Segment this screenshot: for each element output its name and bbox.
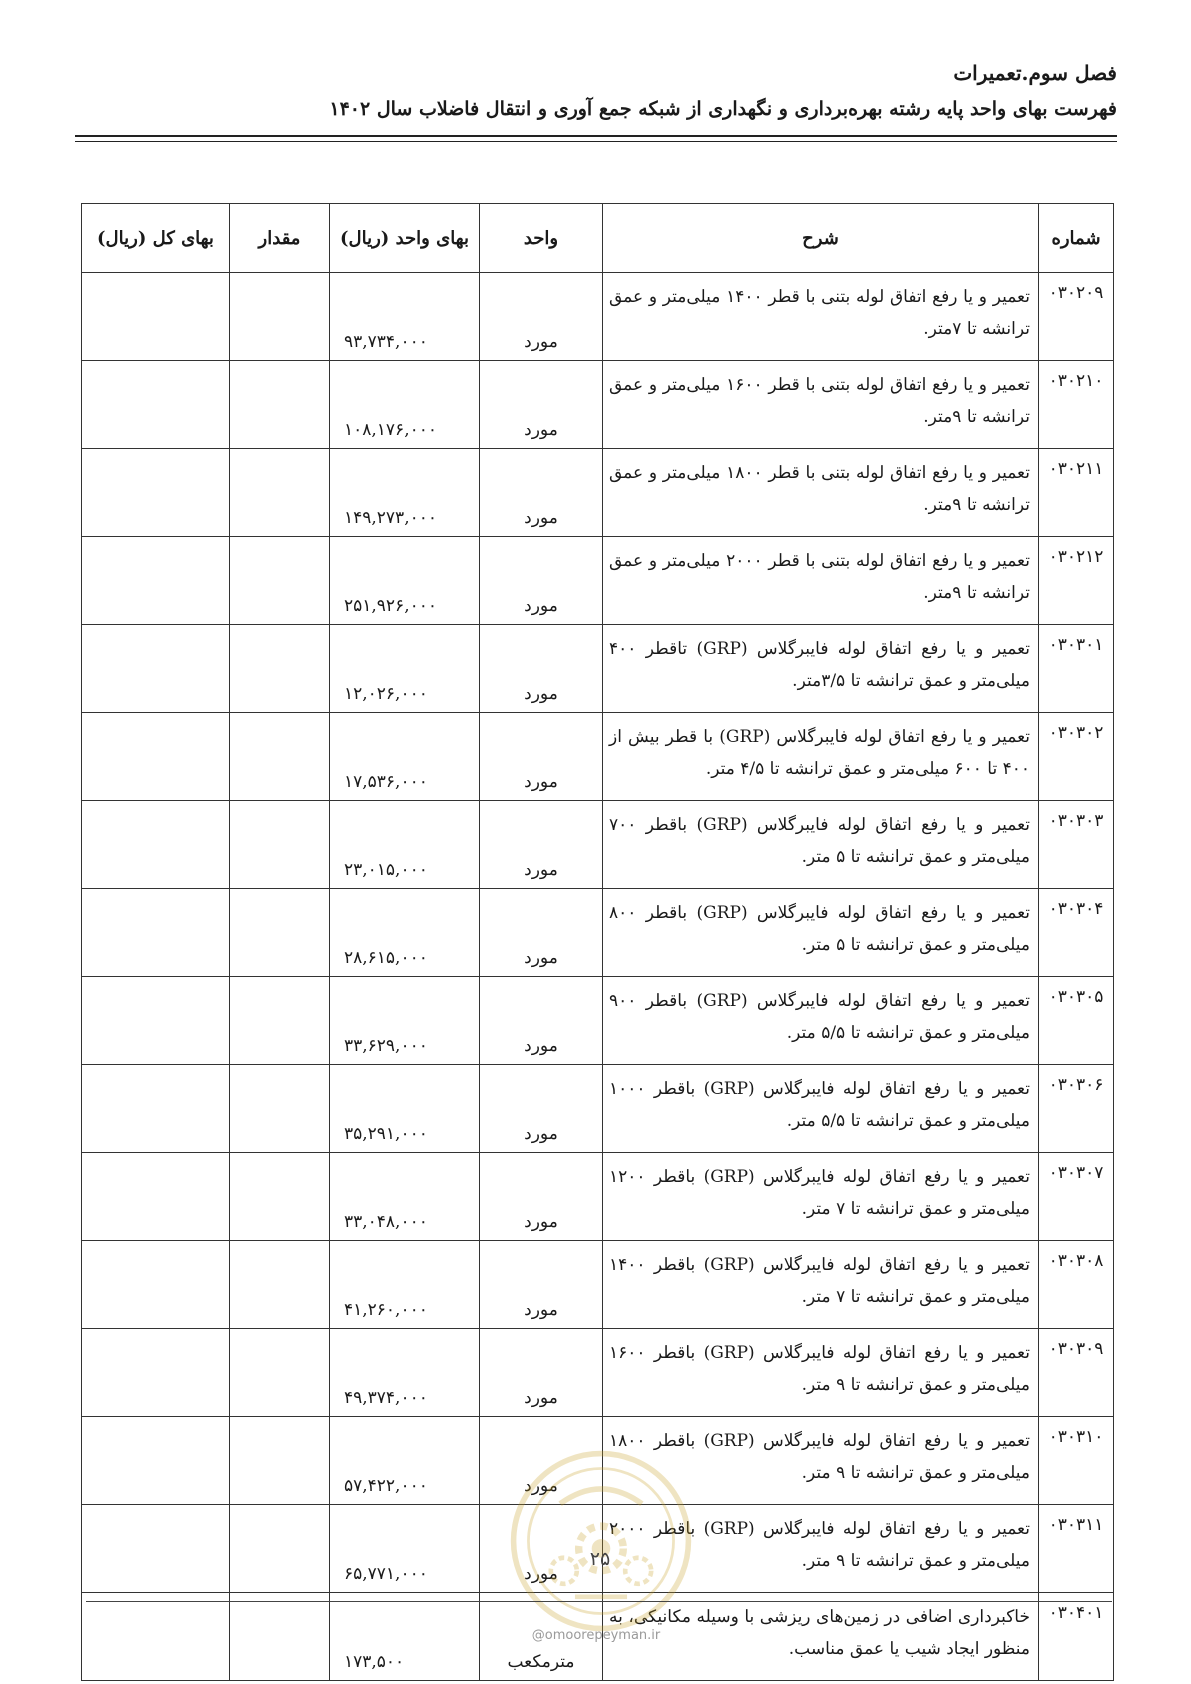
row-total-price bbox=[82, 1153, 230, 1241]
column-header-total-price: بهای کل (ریال) bbox=[82, 204, 230, 273]
row-total-price bbox=[82, 625, 230, 713]
row-description: تعمیر و یا رفع اتفاق لوله فایبرگلاس (GRP) باقطر ۱۰۰۰ میلی‌متر و عمق ترانشه تا ۵/۵ متر. bbox=[603, 1065, 1039, 1153]
row-unit: مورد bbox=[480, 713, 603, 801]
column-header-quantity: مقدار bbox=[230, 204, 330, 273]
row-unit: مورد bbox=[480, 1329, 603, 1417]
row-unit-price: ۶۵,۷۷۱,۰۰۰ bbox=[330, 1505, 480, 1593]
row-quantity bbox=[230, 977, 330, 1065]
row-total-price bbox=[82, 977, 230, 1065]
row-total-price bbox=[82, 1505, 230, 1593]
row-unit-price: ۲۸,۶۱۵,۰۰۰ bbox=[330, 889, 480, 977]
column-header-description: شرح bbox=[603, 204, 1039, 273]
row-total-price bbox=[82, 449, 230, 537]
row-total-price bbox=[82, 801, 230, 889]
row-quantity bbox=[230, 1329, 330, 1417]
page-header bbox=[75, 58, 1117, 124]
table-row bbox=[82, 1153, 1114, 1241]
row-unit-price: ۱۲,۰۲۶,۰۰۰ bbox=[330, 625, 480, 713]
row-description: خاکبرداری اضافی در زمین‌های ریزشی با وسیله مکانیکی، به منظور ایجاد شیب یا عمق مناسب. bbox=[603, 1593, 1039, 1681]
chapter-title: فصل سوم.تعمیرات bbox=[953, 61, 1117, 85]
row-total-price bbox=[82, 713, 230, 801]
row-unit: مورد bbox=[480, 1153, 603, 1241]
row-quantity bbox=[230, 1065, 330, 1153]
column-header-unit: واحد bbox=[480, 204, 603, 273]
row-unit-price: ۴۱,۲۶۰,۰۰۰ bbox=[330, 1241, 480, 1329]
row-description: تعمیر و یا رفع اتفاق لوله بتنی با قطر ۲۰۰۰ میلی‌متر و عمق ترانشه تا ۹متر. bbox=[603, 537, 1039, 625]
table-row bbox=[82, 273, 1114, 361]
table-row bbox=[82, 449, 1114, 537]
document-subtitle: فهرست بهای واحد پایه رشته بهره‌برداری و نگهداری از شبکه جمع آوری و انتقال فاضلاب سال ۱۴۰۲ bbox=[329, 98, 1117, 120]
row-quantity bbox=[230, 625, 330, 713]
row-unit: مورد bbox=[480, 977, 603, 1065]
row-unit-price: ۴۹,۳۷۴,۰۰۰ bbox=[330, 1329, 480, 1417]
row-quantity bbox=[230, 801, 330, 889]
table-row bbox=[82, 361, 1114, 449]
row-total-price bbox=[82, 1065, 230, 1153]
row-quantity bbox=[230, 889, 330, 977]
column-header-unit-price: بهای واحد (ریال) bbox=[330, 204, 480, 273]
row-unit: مورد bbox=[480, 801, 603, 889]
row-unit-price: ۳۳,۶۲۹,۰۰۰ bbox=[330, 977, 480, 1065]
row-number: ۰۳۰۳۰۴ bbox=[1039, 889, 1114, 977]
row-description: تعمیر و یا رفع اتفاق لوله بتنی با قطر ۱۴۰۰ میلی‌متر و عمق ترانشه تا ۷متر. bbox=[603, 273, 1039, 361]
row-number: ۰۳۰۲۱۲ bbox=[1039, 537, 1114, 625]
row-description: تعمیر و یا رفع اتفاق لوله فایبرگلاس (GRP) باقطر ۷۰۰ میلی‌متر و عمق ترانشه تا ۵ متر. bbox=[603, 801, 1039, 889]
row-total-price bbox=[82, 537, 230, 625]
row-quantity bbox=[230, 449, 330, 537]
footer-rule bbox=[86, 1601, 1112, 1602]
seal-logo-icon bbox=[508, 1448, 694, 1634]
row-number: ۰۳۰۳۱۱ bbox=[1039, 1505, 1114, 1593]
row-number: ۰۳۰۲۱۰ bbox=[1039, 361, 1114, 449]
row-unit: مورد bbox=[480, 1065, 603, 1153]
row-description: تعمیر و یا رفع اتفاق لوله فایبرگلاس (GRP) باقطر ۱۶۰۰ میلی‌متر و عمق ترانشه تا ۹ متر. bbox=[603, 1329, 1039, 1417]
row-unit-price: ۲۵۱,۹۲۶,۰۰۰ bbox=[330, 537, 480, 625]
row-quantity bbox=[230, 1241, 330, 1329]
table-row bbox=[82, 537, 1114, 625]
row-total-price bbox=[82, 889, 230, 977]
row-number: ۰۳۰۳۰۶ bbox=[1039, 1065, 1114, 1153]
row-unit: مورد bbox=[480, 1241, 603, 1329]
row-unit: مورد bbox=[480, 625, 603, 713]
row-total-price bbox=[82, 1241, 230, 1329]
row-number: ۰۳۰۳۰۷ bbox=[1039, 1153, 1114, 1241]
row-unit: مورد bbox=[480, 889, 603, 977]
row-description: تعمیر و یا رفع اتفاق لوله فایبرگلاس (GRP) باقطر ۱۸۰۰ میلی‌متر و عمق ترانشه تا ۹ متر. bbox=[603, 1417, 1039, 1505]
header-rule-thick bbox=[75, 135, 1117, 137]
row-number: ۰۳۰۳۰۲ bbox=[1039, 713, 1114, 801]
row-total-price bbox=[82, 273, 230, 361]
table-row bbox=[82, 1241, 1114, 1329]
row-unit-price: ۱۷,۵۳۶,۰۰۰ bbox=[330, 713, 480, 801]
row-quantity bbox=[230, 1417, 330, 1505]
header-rule-thin bbox=[75, 141, 1117, 142]
row-unit: مورد bbox=[480, 273, 603, 361]
row-quantity bbox=[230, 713, 330, 801]
row-unit: مورد bbox=[480, 537, 603, 625]
footer-url: @omoorepeyman.ir bbox=[531, 1628, 661, 1643]
row-unit-price: ۹۳,۷۳۴,۰۰۰ bbox=[330, 273, 480, 361]
table-row bbox=[82, 977, 1114, 1065]
row-quantity bbox=[230, 1153, 330, 1241]
row-unit-price: ۳۳,۰۴۸,۰۰۰ bbox=[330, 1153, 480, 1241]
row-description: تعمیر و یا رفع اتفاق لوله فایبرگلاس (GRP) باقطر ۸۰۰ میلی‌متر و عمق ترانشه تا ۵ متر. bbox=[603, 889, 1039, 977]
row-description: تعمیر و یا رفع اتفاق لوله فایبرگلاس (GRP) تاقطر ۴۰۰ میلی‌متر و عمق ترانشه تا ۳/۵متر. bbox=[603, 625, 1039, 713]
row-description: تعمیر و یا رفع اتفاق لوله بتنی با قطر ۱۶۰۰ میلی‌متر و عمق ترانشه تا ۹متر. bbox=[603, 361, 1039, 449]
table-row bbox=[82, 1065, 1114, 1153]
row-quantity bbox=[230, 273, 330, 361]
row-unit: مورد bbox=[480, 1417, 603, 1505]
row-total-price bbox=[82, 1593, 230, 1681]
row-unit: مورد bbox=[480, 449, 603, 537]
table-row bbox=[82, 1329, 1114, 1417]
row-unit: مترمکعب bbox=[480, 1593, 603, 1681]
row-number: ۰۳۰۳۰۹ bbox=[1039, 1329, 1114, 1417]
row-quantity bbox=[230, 361, 330, 449]
row-total-price bbox=[82, 1329, 230, 1417]
row-description: تعمیر و یا رفع اتفاق لوله بتنی با قطر ۱۸۰۰ میلی‌متر و عمق ترانشه تا ۹متر. bbox=[603, 449, 1039, 537]
page-number: ۲۵ bbox=[589, 1548, 611, 1570]
row-quantity bbox=[230, 537, 330, 625]
row-description: تعمیر و یا رفع اتفاق لوله فایبرگلاس (GRP) باقطر ۲۰۰۰ میلی‌متر و عمق ترانشه تا ۹ متر. bbox=[603, 1505, 1039, 1593]
row-number: ۰۳۰۳۱۰ bbox=[1039, 1417, 1114, 1505]
row-unit-price: ۱۰۸,۱۷۶,۰۰۰ bbox=[330, 361, 480, 449]
row-description: تعمیر و یا رفع اتفاق لوله فایبرگلاس (GRP) باقطر ۱۴۰۰ میلی‌متر و عمق ترانشه تا ۷ متر. bbox=[603, 1241, 1039, 1329]
table-row bbox=[82, 801, 1114, 889]
row-number: ۰۳۰۲۰۹ bbox=[1039, 273, 1114, 361]
row-unit-price: ۱۷۳,۵۰۰ bbox=[330, 1593, 480, 1681]
row-description: تعمیر و یا رفع اتفاق لوله فایبرگلاس (GRP) باقطر ۱۲۰۰ میلی‌متر و عمق ترانشه تا ۷ متر. bbox=[603, 1153, 1039, 1241]
row-quantity bbox=[230, 1505, 330, 1593]
table-row bbox=[82, 713, 1114, 801]
row-number: ۰۳۰۳۰۱ bbox=[1039, 625, 1114, 713]
row-unit-price: ۲۳,۰۱۵,۰۰۰ bbox=[330, 801, 480, 889]
column-header-number: شماره bbox=[1039, 204, 1114, 273]
row-unit: مورد bbox=[480, 1505, 603, 1593]
row-description: تعمیر و یا رفع اتفاق لوله فایبرگلاس (GRP) با قطر بیش از ۴۰۰ تا ۶۰۰ میلی‌متر و عمق ترانشه تا ۴/۵ متر. bbox=[603, 713, 1039, 801]
row-quantity bbox=[230, 1593, 330, 1681]
row-total-price bbox=[82, 1417, 230, 1505]
row-unit-price: ۳۵,۲۹۱,۰۰۰ bbox=[330, 1065, 480, 1153]
table-header-row bbox=[82, 204, 1114, 273]
row-unit-price: ۱۴۹,۲۷۳,۰۰۰ bbox=[330, 449, 480, 537]
table-row bbox=[82, 625, 1114, 713]
row-number: ۰۳۰۲۱۱ bbox=[1039, 449, 1114, 537]
row-description: تعمیر و یا رفع اتفاق لوله فایبرگلاس (GRP) باقطر ۹۰۰ میلی‌متر و عمق ترانشه تا ۵/۵ متر. bbox=[603, 977, 1039, 1065]
row-unit: مورد bbox=[480, 361, 603, 449]
table-row bbox=[82, 889, 1114, 977]
row-number: ۰۳۰۳۰۳ bbox=[1039, 801, 1114, 889]
row-number: ۰۳۰۳۰۸ bbox=[1039, 1241, 1114, 1329]
row-unit-price: ۵۷,۴۲۲,۰۰۰ bbox=[330, 1417, 480, 1505]
row-total-price bbox=[82, 361, 230, 449]
row-number: ۰۳۰۳۰۵ bbox=[1039, 977, 1114, 1065]
row-number: ۰۳۰۴۰۱ bbox=[1039, 1593, 1114, 1681]
